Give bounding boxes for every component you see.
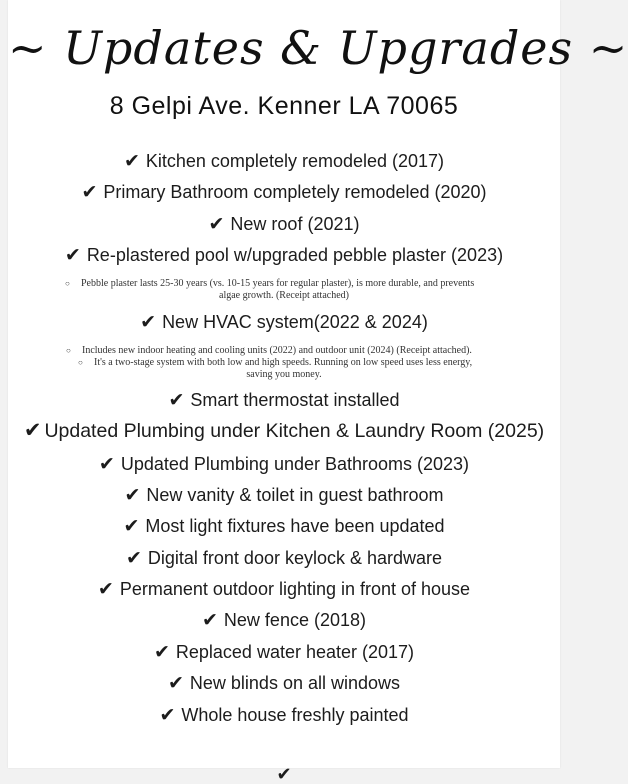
list-item-text: Smart thermostat installed — [190, 390, 400, 410]
list-item-text: New roof (2021) — [230, 214, 360, 234]
list-item — [8, 310, 560, 335]
list-item — [8, 180, 560, 205]
list-item-text: Permanent outdoor lighting in front of house — [119, 579, 471, 599]
checkmark-icon: ✔ — [123, 516, 140, 537]
checkmark-icon: ✔ — [97, 579, 114, 600]
list-item-text: New HVAC system(2022 & 2024) — [162, 312, 428, 332]
checkmark-icon: ✔ — [140, 312, 157, 333]
list-item-text: Most light fixtures have been updated — [145, 516, 445, 536]
checkmark-icon: ✔ — [208, 214, 225, 235]
sub-note-text: It's a two-stage system with both low and high speeds. Running on low speed uses less energy, — [94, 357, 473, 368]
sub-note-text: Pebble plaster lasts 25-30 years (vs. 10-15 years for regular plaster), is more durable, and prevents — [81, 278, 475, 289]
sub-note — [65, 278, 545, 289]
checkmark-icon: ✔ — [123, 151, 140, 172]
checkmark-icon: ✔ — [202, 610, 218, 631]
list-item — [8, 483, 560, 508]
list-item — [8, 452, 560, 477]
sub-note — [66, 345, 546, 356]
list-item — [8, 149, 560, 174]
list-item-text: Re-plastered pool w/upgraded pebble plaster (2023) — [86, 245, 504, 265]
list-item-text: Replaced water heater (2017) — [175, 642, 415, 662]
checkmark-icon: ✔ — [81, 182, 98, 203]
list-item — [8, 514, 560, 539]
list-item — [8, 608, 560, 633]
page-title: ~ Updates & Upgrades ~ — [8, 21, 628, 75]
checkmark-icon: ✔ — [124, 485, 141, 506]
checkmark-icon: ✔ — [98, 454, 115, 475]
list-item — [8, 212, 560, 237]
sub-note-continuation: saving you money. — [246, 369, 322, 380]
checkmark-icon: ✔ — [168, 390, 185, 411]
list-item — [8, 703, 560, 728]
checkmark-icon: ✔ — [64, 245, 81, 266]
bullet-icon: ○ — [65, 279, 70, 288]
list-item-text: New vanity & toilet in guest bathroom — [146, 485, 444, 505]
checkmark-icon: ✔ — [23, 419, 42, 442]
checkmark-icon: ✔ — [159, 705, 176, 726]
list-item — [8, 388, 560, 413]
list-item — [8, 577, 560, 602]
property-address: 8 Gelpi Ave. Kenner LA 70065 — [109, 92, 459, 120]
document-page — [8, 0, 628, 784]
list-item — [8, 419, 560, 443]
list-item — [8, 546, 560, 571]
cut-off-line — [8, 742, 560, 784]
checkmark-icon: ✔ — [153, 642, 170, 663]
sub-note-continuation: algae growth. (Receipt attached) — [219, 290, 349, 301]
list-item-text: New blinds on all windows — [189, 673, 401, 693]
checkmark-icon: ✔ — [167, 673, 184, 694]
list-item-text: New fence (2018) — [223, 610, 366, 630]
list-item — [8, 243, 560, 268]
bullet-icon: ○ — [66, 346, 71, 355]
sub-note — [78, 357, 548, 368]
list-item-text: Digital front door keylock & hardware — [147, 548, 443, 568]
cut-off-check: ✔ — [276, 764, 292, 784]
list-item-text: Kitchen completely remodeled (2017) — [145, 151, 445, 171]
list-item — [8, 640, 560, 665]
list-item — [8, 671, 560, 696]
sub-note-text: Includes new indoor heating and cooling units (2022) and outdoor unit (2024) (Receipt attached). — [82, 345, 472, 356]
list-item-text: Whole house freshly painted — [181, 705, 409, 725]
list-item-text: Primary Bathroom completely remodeled (2020) — [103, 182, 487, 202]
bullet-icon: ○ — [78, 358, 83, 367]
list-item-text: Updated Plumbing under Bathrooms (2023) — [120, 454, 470, 474]
checkmark-icon: ✔ — [125, 548, 142, 569]
list-item-text: Updated Plumbing under Kitchen & Laundry Room (2025) — [44, 420, 545, 442]
